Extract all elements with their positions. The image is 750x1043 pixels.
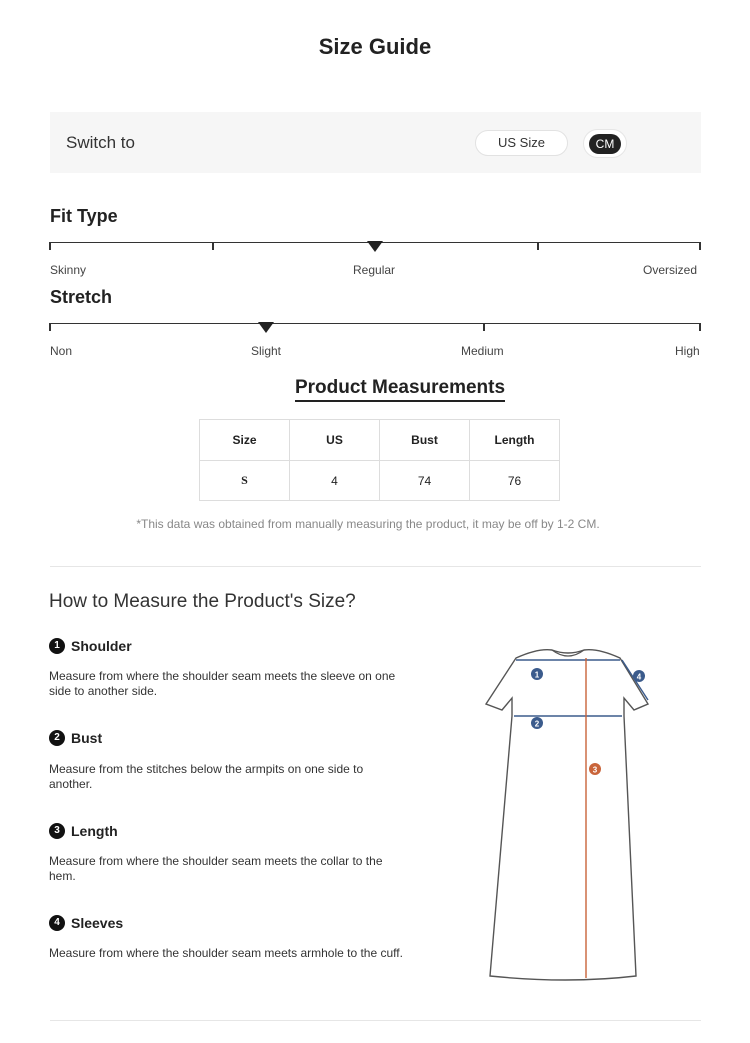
step-shoulder-title (49, 638, 132, 654)
scale-tick (212, 242, 214, 250)
stretch-label-slight: Slight (251, 344, 282, 358)
scale-tick (699, 242, 701, 250)
stretch-marker (258, 322, 274, 333)
cm-button[interactable]: CM (589, 134, 621, 154)
number-1-icon: 1 (49, 638, 65, 654)
us-size-button[interactable]: US Size (475, 130, 568, 156)
step-shoulder-desc: Measure from where the shoulder seam meets the sleeve on one side to another side. (49, 669, 396, 698)
unit-switch-bar (50, 112, 701, 173)
cell-size: S (200, 461, 290, 501)
fit-label-regular: Regular (353, 263, 396, 277)
switch-label: Switch to (66, 133, 135, 152)
step-title: Shoulder (71, 638, 132, 654)
table-row (200, 461, 560, 501)
step-sleeves-desc: Measure from where the shoulder seam meets armhole to the cuff. (49, 946, 403, 960)
cm-button-wrap[interactable] (583, 129, 627, 158)
marker-1-label: 1 (534, 670, 540, 680)
header-length: Length (470, 420, 560, 461)
scale-tick (49, 242, 51, 250)
step-title: Bust (71, 730, 103, 746)
header-bust: Bust (380, 420, 470, 461)
step-title: Length (71, 823, 118, 839)
divider-bottom (50, 1020, 701, 1021)
dress-outline (486, 650, 648, 980)
number-4-icon: 4 (49, 915, 65, 931)
marker-4-label: 4 (636, 672, 642, 682)
stretch-scale (50, 323, 701, 331)
number-3-icon: 3 (49, 823, 65, 839)
measurements-title-underline (295, 400, 505, 402)
header-us: US (290, 420, 380, 461)
step-bust-title (49, 730, 102, 746)
marker-3-label: 3 (592, 765, 598, 775)
cell-us: 4 (290, 461, 380, 501)
page-title: Size Guide (318, 34, 432, 59)
step-sleeves-title (49, 915, 123, 931)
fit-type-scale (50, 242, 701, 250)
how-to-title: How to Measure the Product's Size? (49, 591, 356, 612)
number-2-icon: 2 (49, 730, 65, 746)
measurements-table (199, 419, 560, 501)
stretch-label-high: High (675, 344, 700, 358)
step-length-title (49, 823, 118, 839)
stretch-title: Stretch (50, 287, 113, 307)
step-length-desc: Measure from where the shoulder seam meets the collar to the hem. (49, 854, 383, 883)
fit-label-oversized: Oversized (643, 263, 698, 277)
scale-tick (49, 323, 51, 331)
step-title: Sleeves (71, 915, 124, 931)
step-bust-desc: Measure from the stitches below the armpits on one side to another. (49, 762, 364, 791)
measurements-title: Product Measurements (294, 377, 506, 398)
fit-label-skinny: Skinny (50, 263, 87, 277)
fit-type-title: Fit Type (50, 206, 118, 226)
scale-tick (537, 242, 539, 250)
scale-tick (483, 323, 485, 331)
cell-length: 76 (470, 461, 560, 501)
measurement-note: *This data was obtained from manually measuring the product, it may be off by 1-2 CM. (136, 517, 600, 531)
marker-2-label: 2 (534, 719, 540, 729)
header-size: Size (200, 420, 290, 461)
fit-type-marker (367, 241, 383, 252)
stretch-label-non: Non (50, 344, 73, 358)
scale-tick (699, 323, 701, 331)
dress-measurement-diagram (478, 640, 658, 990)
divider-top (50, 566, 701, 567)
cell-bust: 74 (380, 461, 470, 501)
table-header-row (200, 420, 560, 461)
stretch-label-medium: Medium (461, 344, 504, 358)
